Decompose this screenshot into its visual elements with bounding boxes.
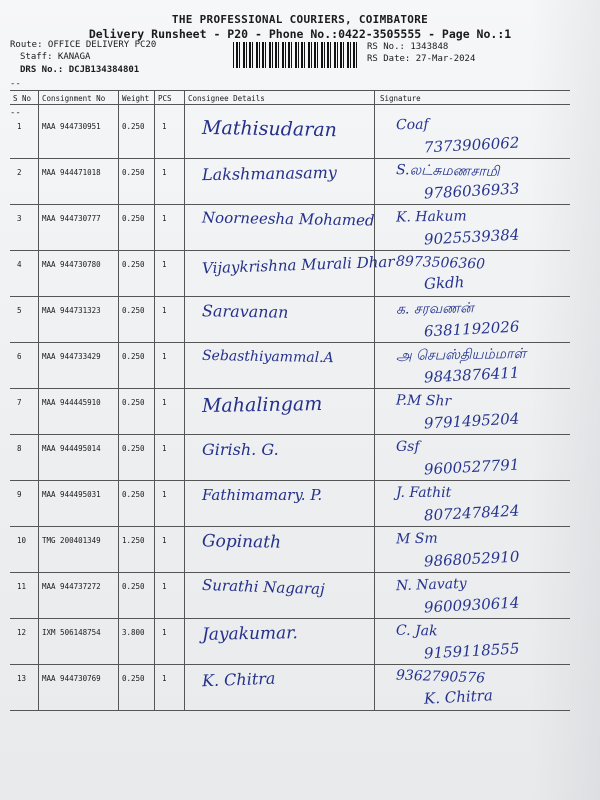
col-divider bbox=[374, 90, 375, 710]
row-consignment-no: MAA 944730780 bbox=[42, 260, 101, 269]
row-signature: Gsf bbox=[396, 439, 420, 455]
company-title: THE PROFESSIONAL COURIERS, COIMBATORE bbox=[171, 13, 429, 26]
table-top-border bbox=[10, 90, 570, 91]
row-divider bbox=[10, 664, 570, 665]
row-consignee-name: Mathisudaran bbox=[201, 116, 338, 142]
row-signature: J. Fathit bbox=[396, 485, 452, 501]
row-phone: 8072478424 bbox=[423, 501, 520, 525]
dash-rule: -- bbox=[10, 108, 21, 118]
row-phone: 9025539384 bbox=[423, 225, 520, 249]
row-phone: K. Chitra bbox=[423, 686, 494, 708]
row-weight: 0.250 bbox=[122, 444, 145, 453]
row-signature: அ செபஸ்தியம்மாள் bbox=[395, 345, 527, 365]
col-divider bbox=[184, 90, 185, 710]
rs-date: RS Date: 27-Mar-2024 bbox=[367, 54, 476, 64]
row-sno: 5 bbox=[17, 306, 22, 315]
col-divider bbox=[154, 90, 155, 710]
row-sno: 7 bbox=[17, 398, 22, 407]
row-divider bbox=[10, 434, 570, 435]
row-phone: 6381192026 bbox=[423, 317, 520, 341]
row-consignee-name: K. Chitra bbox=[201, 668, 276, 691]
row-phone: Gkdh bbox=[423, 272, 465, 294]
col-header-weight: Weight bbox=[122, 94, 150, 103]
row-weight: 3.800 bbox=[122, 628, 145, 637]
row-signature: P.M Shr bbox=[395, 392, 452, 410]
col-header-sno: S No bbox=[13, 94, 32, 103]
row-weight: 0.250 bbox=[122, 214, 145, 223]
row-divider bbox=[10, 572, 570, 573]
row-consignee-name: Surathi Nagaraj bbox=[201, 575, 325, 599]
row-weight: 0.250 bbox=[122, 490, 145, 499]
row-sno: 3 bbox=[17, 214, 22, 223]
row-consignee-name: Mahalingam bbox=[201, 392, 323, 418]
table-header-border bbox=[10, 104, 570, 105]
row-consignment-no: MAA 944445910 bbox=[42, 398, 101, 407]
row-signature: Coaf bbox=[395, 116, 429, 134]
row-consignee-name: Jayakumar. bbox=[201, 623, 299, 645]
row-divider bbox=[10, 204, 570, 205]
row-consignee-name: Lakshmanasamy bbox=[201, 162, 338, 185]
row-consignment-no: MAA 944730769 bbox=[42, 674, 101, 683]
row-divider bbox=[10, 158, 570, 159]
row-consignment-no: MAA 944471018 bbox=[42, 168, 101, 177]
row-divider bbox=[10, 342, 570, 343]
barcode bbox=[233, 42, 359, 68]
row-consignee-name: Noorneesha Mohamed bbox=[201, 208, 375, 230]
row-pcs: 1 bbox=[162, 490, 167, 499]
row-consignment-no: MAA 944733429 bbox=[42, 352, 101, 361]
row-pcs: 1 bbox=[162, 674, 167, 683]
staff-label: Staff: KANAGA bbox=[20, 52, 91, 62]
row-signature: K. Hakum bbox=[395, 208, 467, 226]
row-sno: 13 bbox=[17, 674, 27, 683]
row-pcs: 1 bbox=[162, 122, 167, 131]
row-consignment-no: IXM 506148754 bbox=[42, 628, 101, 637]
row-divider bbox=[10, 710, 570, 711]
row-phone: 9786036933 bbox=[423, 179, 520, 203]
row-consignee-name: Girish. G. bbox=[202, 440, 279, 459]
col-divider bbox=[38, 90, 39, 710]
row-weight: 0.250 bbox=[122, 168, 145, 177]
row-divider bbox=[10, 526, 570, 527]
row-pcs: 1 bbox=[162, 260, 167, 269]
row-signature: S.லட்சுமணசாமி bbox=[395, 162, 500, 180]
row-pcs: 1 bbox=[162, 582, 167, 591]
row-consignee-name: Fathimamary. P. bbox=[202, 486, 323, 504]
row-weight: 0.250 bbox=[122, 398, 145, 407]
col-header-signature: Signature bbox=[380, 94, 421, 103]
row-phone: 7373906062 bbox=[423, 133, 520, 157]
row-signature: N. Navaty bbox=[395, 575, 467, 595]
row-phone: 9159118555 bbox=[423, 639, 520, 663]
dash-rule: -- bbox=[10, 79, 21, 89]
row-consignment-no: MAA 944730951 bbox=[42, 122, 101, 131]
row-divider bbox=[10, 296, 570, 297]
row-pcs: 1 bbox=[162, 306, 167, 315]
row-signature: க. சரவணன் bbox=[395, 300, 474, 318]
row-sno: 9 bbox=[17, 490, 22, 499]
row-divider bbox=[10, 480, 570, 481]
row-signature: 8973506360 bbox=[395, 253, 486, 273]
row-sno: 11 bbox=[17, 582, 27, 591]
row-sno: 6 bbox=[17, 352, 22, 361]
row-weight: 0.250 bbox=[122, 352, 145, 361]
row-pcs: 1 bbox=[162, 398, 167, 407]
row-consignment-no: MAA 944737272 bbox=[42, 582, 101, 591]
row-pcs: 1 bbox=[162, 444, 167, 453]
row-phone: 9791495204 bbox=[423, 409, 520, 433]
row-weight: 0.250 bbox=[122, 306, 145, 315]
row-sno: 1 bbox=[17, 122, 22, 131]
row-consignment-no: MAA 944731323 bbox=[42, 306, 101, 315]
rs-number: RS No.: 1343848 bbox=[367, 42, 449, 52]
row-pcs: 1 bbox=[162, 536, 167, 545]
col-divider bbox=[118, 90, 119, 710]
col-header-consignee: Consignee Details bbox=[188, 94, 265, 103]
row-phone: 9843876411 bbox=[423, 363, 520, 387]
row-consignment-no: TMG 200401349 bbox=[42, 536, 101, 545]
row-pcs: 1 bbox=[162, 628, 167, 637]
row-divider bbox=[10, 618, 570, 619]
row-pcs: 1 bbox=[162, 352, 167, 361]
row-phone: 9868052910 bbox=[423, 547, 520, 571]
row-sno: 8 bbox=[17, 444, 22, 453]
row-consignee-name: Vijaykrishna Murali Dhar bbox=[201, 252, 395, 278]
row-consignment-no: MAA 944495031 bbox=[42, 490, 101, 499]
row-weight: 0.250 bbox=[122, 582, 145, 591]
row-signature: 9362790576 bbox=[395, 667, 486, 687]
row-pcs: 1 bbox=[162, 168, 167, 177]
row-divider bbox=[10, 388, 570, 389]
row-sno: 2 bbox=[17, 168, 22, 177]
row-signature: M Sm bbox=[395, 530, 438, 548]
row-consignee-name: Sebasthiyammal.A bbox=[201, 347, 334, 367]
row-phone: 9600527791 bbox=[423, 455, 520, 479]
row-consignee-name: Gopinath bbox=[201, 531, 282, 553]
row-sno: 12 bbox=[17, 628, 27, 637]
runsheet-subtitle: Delivery Runsheet - P20 - Phone No.:0422-3505555 - Page No.:1 bbox=[88, 27, 512, 41]
col-header-consignment: Consignment No bbox=[42, 94, 106, 103]
row-sno: 4 bbox=[17, 260, 22, 269]
row-divider bbox=[10, 250, 570, 251]
paper-shadow bbox=[530, 0, 600, 800]
row-consignment-no: MAA 944730777 bbox=[42, 214, 101, 223]
row-weight: 0.250 bbox=[122, 260, 145, 269]
row-consignee-name: Saravanan bbox=[201, 301, 289, 322]
col-header-pcs: PCS bbox=[158, 94, 172, 103]
row-signature: C. Jak bbox=[395, 622, 438, 640]
drs-number: DRS No.: DCJB134384801 bbox=[20, 65, 140, 75]
row-weight: 1.250 bbox=[122, 536, 145, 545]
row-consignment-no: MAA 944495014 bbox=[42, 444, 101, 453]
row-pcs: 1 bbox=[162, 214, 167, 223]
row-weight: 0.250 bbox=[122, 122, 145, 131]
row-weight: 0.250 bbox=[122, 674, 145, 683]
row-phone: 9600930614 bbox=[423, 593, 520, 617]
row-sno: 10 bbox=[17, 536, 27, 545]
route-label: Route: OFFICE DELIVERY PC20 bbox=[10, 40, 157, 50]
